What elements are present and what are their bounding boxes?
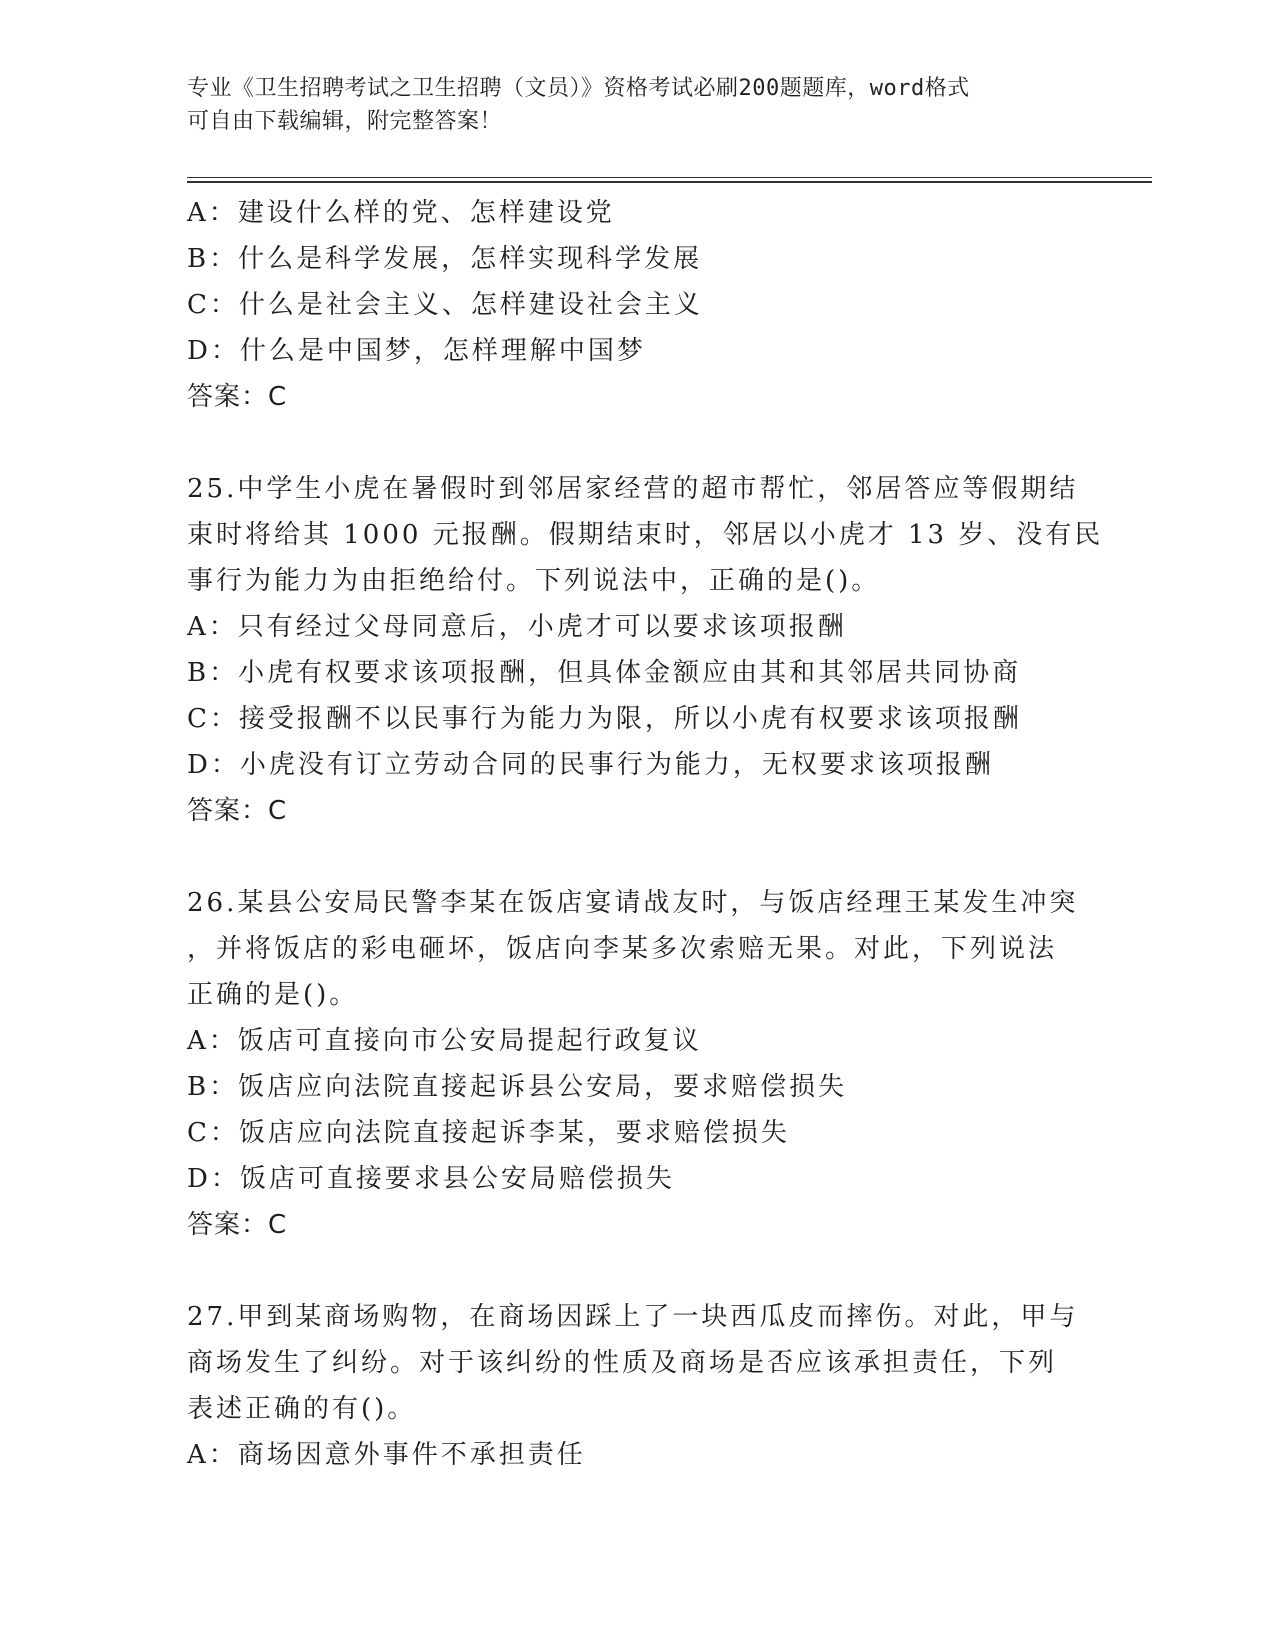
option-a: A：只有经过父母同意后，小虎才可以要求该项报酬	[187, 612, 847, 642]
question-stem-line: ，并将饭店的彩电砸坏，饭店向李某多次索赔无果。对此，下列说法	[187, 934, 1058, 964]
document-header	[187, 72, 1077, 138]
spacer	[187, 834, 1087, 880]
answer-line: 答案：C	[187, 382, 288, 412]
option-b: B：饭店应向法院直接起诉县公安局，要求赔偿损失	[187, 1072, 848, 1102]
option-c: C：接受报酬不以民事行为能力为限，所以小虎有权要求该项报酬	[187, 704, 1022, 734]
option-c: C：什么是社会主义、怎样建设社会主义	[187, 290, 703, 320]
spacer	[187, 1248, 1087, 1294]
question-stem-line: 正确的是()。	[187, 980, 359, 1010]
option-a: A：商场因意外事件不承担责任	[187, 1440, 586, 1470]
option-c: C：饭店应向法院直接起诉李某，要求赔偿损失	[187, 1118, 790, 1148]
option-a: A：建设什么样的党、怎样建设党	[187, 198, 615, 228]
question-27	[187, 1294, 1087, 1478]
question-stem-line: 25.中学生小虎在暑假时到邻居家经营的超市帮忙，邻居答应等假期结	[187, 474, 1079, 504]
header-divider-thick	[187, 181, 1152, 183]
option-a: A：饭店可直接向市公安局提起行政复议	[187, 1026, 702, 1056]
question-stem-line: 表述正确的有()。	[187, 1394, 417, 1424]
answer-line: 答案：C	[187, 796, 288, 826]
option-d: D：饭店可直接要求县公安局赔偿损失	[187, 1164, 675, 1194]
option-d: D：小虎没有订立劳动合同的民事行为能力，无权要求该项报酬	[187, 750, 994, 780]
spacer	[187, 420, 1087, 466]
question-list	[187, 190, 1104, 1478]
answer-line: 答案：C	[187, 1210, 288, 1240]
option-b: B：什么是科学发展，怎样实现科学发展	[187, 244, 703, 274]
option-b: B：小虎有权要求该项报酬，但具体金额应由其和其邻居共同协商	[187, 658, 1022, 688]
question-25	[187, 466, 1104, 834]
question-stem-line: 27.甲到某商场购物，在商场因踩上了一块西瓜皮而摔伤。对此，甲与	[187, 1302, 1079, 1332]
header-title-line-2: 可自由下载编辑，附完整答案！	[187, 109, 503, 134]
question-stem-line: 26.某县公安局民警李某在饭店宴请战友时，与饭店经理王某发生冲突	[187, 888, 1079, 918]
header-divider-thin	[187, 177, 1152, 178]
question-stem-line: 束时将给其 1000 元报酬。假期结束时，邻居以小虎才 13 岁、没有民	[187, 520, 1104, 550]
question-24	[187, 190, 1087, 420]
option-d: D：什么是中国梦，怎样理解中国梦	[187, 336, 646, 366]
question-stem-line: 事行为能力为由拒绝给付。下列说法中，正确的是()。	[187, 566, 881, 596]
question-26	[187, 880, 1087, 1248]
header-title-line-1: 专业《卫生招聘考试之卫生招聘（文员）》资格考试必刷200题题库，word格式	[187, 76, 970, 101]
question-stem-line: 商场发生了纠纷。对于该纠纷的性质及商场是否应该承担责任，下列	[187, 1348, 1058, 1378]
